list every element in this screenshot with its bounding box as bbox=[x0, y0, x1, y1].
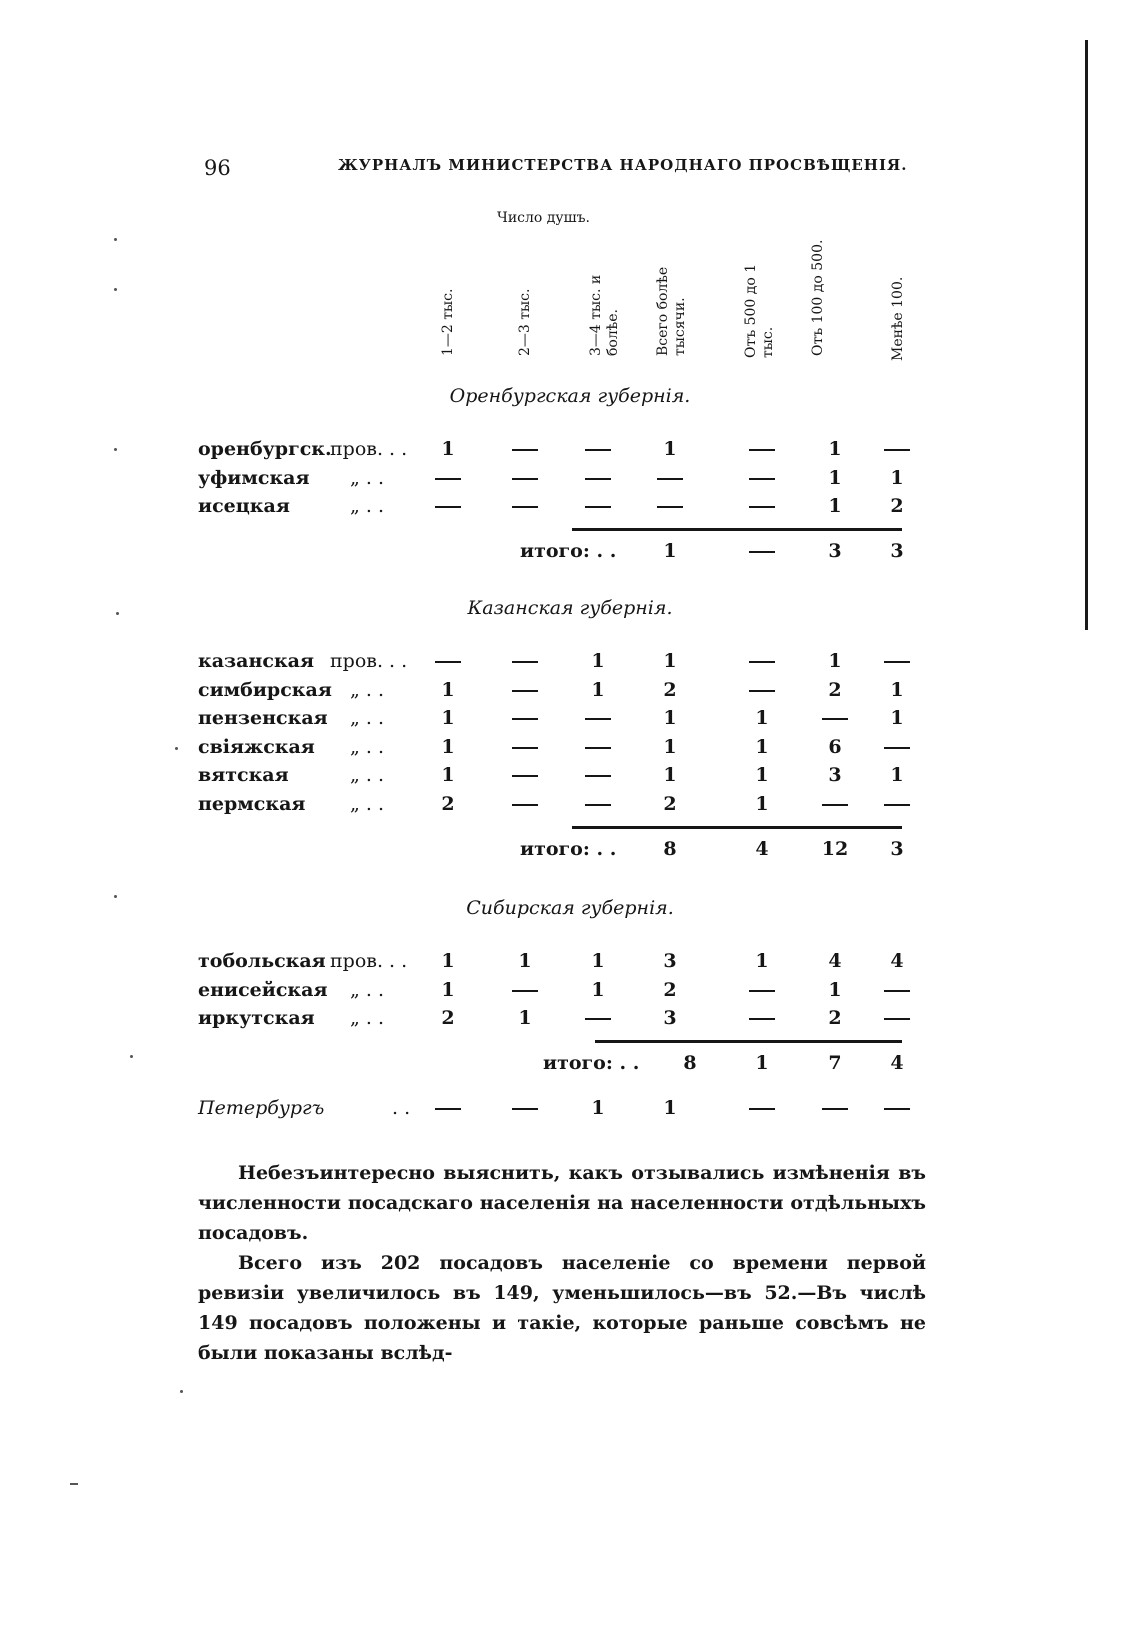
table-cell: 1 bbox=[591, 679, 605, 701]
table-cell: 3 bbox=[663, 1007, 677, 1029]
table-cell: 1 bbox=[828, 650, 842, 672]
body-text bbox=[198, 1158, 926, 1368]
row-prov: „ . . bbox=[350, 764, 385, 786]
table-cell bbox=[578, 764, 618, 786]
table-cell: 2 bbox=[663, 979, 677, 1001]
row-prov: „ . . bbox=[350, 793, 385, 815]
table-cell: 1 bbox=[441, 764, 455, 786]
dash-mark bbox=[822, 1108, 848, 1110]
table-cell bbox=[742, 1097, 782, 1119]
total-label: итого: . . bbox=[520, 838, 617, 860]
dash-mark bbox=[585, 804, 611, 806]
dash-mark bbox=[749, 506, 775, 508]
dash-mark bbox=[822, 718, 848, 720]
section-title: Оренбургская губернія. bbox=[449, 385, 691, 407]
dash-mark bbox=[585, 1018, 611, 1020]
dash-mark bbox=[657, 506, 683, 508]
row-prov: „ . . bbox=[350, 1007, 385, 1029]
row-label: оренбургск. bbox=[198, 438, 332, 460]
table-cell bbox=[578, 467, 618, 489]
table-cell: 1 bbox=[591, 650, 605, 672]
dash-mark bbox=[435, 1108, 461, 1110]
table-cell bbox=[578, 1007, 618, 1029]
dash-mark bbox=[749, 449, 775, 451]
dash-mark bbox=[512, 718, 538, 720]
table-cell bbox=[505, 438, 545, 460]
dash-mark bbox=[512, 775, 538, 777]
dash-mark bbox=[749, 1108, 775, 1110]
table-cell bbox=[428, 1097, 468, 1119]
table-cell: 1 bbox=[441, 736, 455, 758]
table-cell: 1 bbox=[663, 764, 677, 786]
table-cell: 2 bbox=[663, 793, 677, 815]
table-cell: 1 bbox=[518, 950, 532, 972]
table-cell bbox=[877, 650, 917, 672]
sum-rule bbox=[572, 826, 902, 829]
dash-mark bbox=[749, 551, 775, 553]
row-prov: „ . . bbox=[350, 979, 385, 1001]
table-cell: 2 bbox=[828, 679, 842, 701]
paragraph: Всего изъ 202 посадовъ населеніе со времени первой ревизіи увеличилось въ 149, уменьшилось—въ 52.—Въ числѣ 149 посадовъ положены и такіе, которые раньше совсѣмъ не были показаны вслѣд- bbox=[198, 1252, 926, 1364]
table-cell: 1 bbox=[755, 950, 769, 972]
table-cell: 1 bbox=[890, 679, 904, 701]
row-label: енисейская bbox=[198, 979, 328, 1001]
row-label: Петербургъ bbox=[198, 1097, 325, 1119]
sum-rule bbox=[595, 1040, 902, 1043]
scan-speck bbox=[114, 288, 117, 291]
row-label: свіяжская bbox=[198, 736, 315, 758]
scan-speck bbox=[114, 895, 117, 898]
table-cell bbox=[578, 495, 618, 517]
table-cell: 1 bbox=[441, 979, 455, 1001]
dash-mark bbox=[585, 478, 611, 480]
dash-mark bbox=[512, 506, 538, 508]
row-label: пермская bbox=[198, 793, 306, 815]
table-cell bbox=[428, 650, 468, 672]
page-edge-line bbox=[1085, 40, 1088, 630]
row-prov: . . bbox=[392, 1097, 411, 1119]
dash-mark bbox=[512, 747, 538, 749]
table-cell bbox=[877, 793, 917, 815]
scan-speck bbox=[180, 1390, 183, 1393]
table-cell: 1 bbox=[518, 1007, 532, 1029]
table-cell bbox=[505, 793, 545, 815]
table-cell: 1 bbox=[755, 764, 769, 786]
dash-mark bbox=[749, 661, 775, 663]
table-cell bbox=[505, 1097, 545, 1119]
table-cell bbox=[650, 495, 690, 517]
row-prov: „ . . bbox=[350, 679, 385, 701]
table-cell: 3 bbox=[663, 950, 677, 972]
table-cell: 4 bbox=[755, 838, 769, 860]
section-title: Сибирская губернія. bbox=[466, 897, 674, 919]
row-label: иркутская bbox=[198, 1007, 315, 1029]
row-prov: пров. . . bbox=[330, 650, 408, 672]
column-header: Отъ 500 до 1 тыс. bbox=[743, 263, 776, 358]
dash-mark bbox=[585, 718, 611, 720]
dash-mark bbox=[512, 1108, 538, 1110]
column-header: 3—4 тыс. и болѣе. bbox=[588, 274, 621, 356]
row-label: исецкая bbox=[198, 495, 290, 517]
table-cell bbox=[815, 793, 855, 815]
dash-mark bbox=[749, 1018, 775, 1020]
table-cell bbox=[742, 467, 782, 489]
table-cell: 12 bbox=[821, 838, 849, 860]
column-header: 2—3 тыс. bbox=[517, 288, 533, 356]
table-cell: 1 bbox=[663, 540, 677, 562]
dash-mark bbox=[749, 690, 775, 692]
table-cell: 1 bbox=[663, 1097, 677, 1119]
table-cell bbox=[815, 1097, 855, 1119]
table-cell: 1 bbox=[591, 950, 605, 972]
dash-mark bbox=[657, 478, 683, 480]
total-label: итого: . . bbox=[520, 540, 617, 562]
table-cell bbox=[742, 495, 782, 517]
dash-mark bbox=[884, 1108, 910, 1110]
table-cell bbox=[505, 495, 545, 517]
row-prov: пров. . . bbox=[330, 950, 408, 972]
scan-speck bbox=[114, 448, 117, 451]
table-cell bbox=[815, 707, 855, 729]
dash-mark bbox=[585, 747, 611, 749]
dash-mark bbox=[512, 449, 538, 451]
table-cell bbox=[505, 764, 545, 786]
dash-mark bbox=[512, 804, 538, 806]
table-cell: 3 bbox=[890, 540, 904, 562]
table-cell bbox=[505, 650, 545, 672]
table-cell: 1 bbox=[828, 495, 842, 517]
column-header: Менѣе 100. bbox=[890, 276, 906, 361]
table-cell: 1 bbox=[890, 707, 904, 729]
table-cell bbox=[505, 979, 545, 1001]
row-prov: „ . . bbox=[350, 467, 385, 489]
row-prov: пров. . . bbox=[330, 438, 408, 460]
dash-mark bbox=[435, 478, 461, 480]
scan-speck bbox=[116, 612, 119, 615]
total-label: итого: . . bbox=[543, 1052, 640, 1074]
table-cell: 1 bbox=[663, 736, 677, 758]
row-label: тобольская bbox=[198, 950, 326, 972]
table-cell: 2 bbox=[890, 495, 904, 517]
table-cell: 3 bbox=[890, 838, 904, 860]
table-cell: 1 bbox=[828, 438, 842, 460]
table-cell: 4 bbox=[890, 950, 904, 972]
table-cell bbox=[578, 736, 618, 758]
row-label: уфимская bbox=[198, 467, 310, 489]
dash-mark bbox=[822, 804, 848, 806]
scan-speck bbox=[175, 747, 178, 750]
table-cell bbox=[877, 979, 917, 1001]
table-cell bbox=[578, 793, 618, 815]
table-cell bbox=[650, 467, 690, 489]
dash-mark bbox=[512, 661, 538, 663]
dash-mark bbox=[749, 990, 775, 992]
table-cell bbox=[877, 1007, 917, 1029]
table-caption: Число душъ. bbox=[497, 210, 590, 226]
scan-speck bbox=[70, 1483, 78, 1485]
table-cell: 1 bbox=[890, 764, 904, 786]
table-cell bbox=[742, 1007, 782, 1029]
table-cell: 1 bbox=[591, 1097, 605, 1119]
dash-mark bbox=[585, 775, 611, 777]
table-cell bbox=[428, 495, 468, 517]
column-header: 1—2 тыс. bbox=[440, 288, 456, 356]
column-header: Всего болѣе тысячи. bbox=[655, 266, 688, 356]
table-cell bbox=[505, 679, 545, 701]
table-cell: 1 bbox=[755, 1052, 769, 1074]
table-cell: 4 bbox=[890, 1052, 904, 1074]
table-cell: 4 bbox=[828, 950, 842, 972]
table-cell: 1 bbox=[663, 650, 677, 672]
dash-mark bbox=[585, 449, 611, 451]
table-cell bbox=[505, 467, 545, 489]
paragraph: Небезъинтересно выяснить, какъ отзывались измѣненія въ численности посадскаго населенія на населенности отдѣльныхъ посадовъ. bbox=[198, 1162, 926, 1244]
table-cell bbox=[428, 467, 468, 489]
table-cell bbox=[877, 736, 917, 758]
table-cell: 6 bbox=[828, 736, 842, 758]
table-cell: 1 bbox=[755, 736, 769, 758]
table-cell bbox=[877, 438, 917, 460]
table-cell: 1 bbox=[441, 950, 455, 972]
row-prov: „ . . bbox=[350, 707, 385, 729]
table-cell: 3 bbox=[828, 540, 842, 562]
row-label: казанская bbox=[198, 650, 315, 672]
table-cell: 1 bbox=[441, 679, 455, 701]
table-cell: 2 bbox=[828, 1007, 842, 1029]
table-cell bbox=[742, 979, 782, 1001]
table-cell: 1 bbox=[663, 438, 677, 460]
table-cell bbox=[505, 736, 545, 758]
table-cell: 8 bbox=[663, 838, 677, 860]
dash-mark bbox=[512, 990, 538, 992]
row-prov: „ . . bbox=[350, 495, 385, 517]
row-label: пензенская bbox=[198, 707, 328, 729]
dash-mark bbox=[435, 661, 461, 663]
table-cell: 1 bbox=[441, 438, 455, 460]
row-label: вятская bbox=[198, 764, 289, 786]
dash-mark bbox=[512, 478, 538, 480]
dash-mark bbox=[884, 661, 910, 663]
dash-mark bbox=[884, 1018, 910, 1020]
table-cell bbox=[877, 1097, 917, 1119]
dash-mark bbox=[884, 747, 910, 749]
running-header: ЖУРНАЛЪ МИНИСТЕРСТВА НАРОДНАГО ПРОСВѢЩЕНІЯ. bbox=[338, 156, 908, 174]
table-cell: 1 bbox=[828, 979, 842, 1001]
dash-mark bbox=[884, 449, 910, 451]
table-cell: 2 bbox=[441, 793, 455, 815]
table-cell bbox=[578, 707, 618, 729]
scan-speck bbox=[130, 1055, 133, 1058]
section-title: Казанская губернія. bbox=[467, 597, 673, 619]
table-cell: 7 bbox=[828, 1052, 842, 1074]
dash-mark bbox=[749, 478, 775, 480]
scan-speck bbox=[114, 238, 117, 241]
table-cell: 2 bbox=[663, 679, 677, 701]
dash-mark bbox=[435, 506, 461, 508]
table-cell: 1 bbox=[890, 467, 904, 489]
table-cell: 1 bbox=[591, 979, 605, 1001]
table-cell: 2 bbox=[441, 1007, 455, 1029]
table-cell: 3 bbox=[828, 764, 842, 786]
table-cell bbox=[505, 707, 545, 729]
dash-mark bbox=[884, 990, 910, 992]
column-header: Отъ 100 до 500. bbox=[810, 239, 826, 356]
table-cell bbox=[578, 438, 618, 460]
dash-mark bbox=[585, 506, 611, 508]
table-cell bbox=[742, 438, 782, 460]
table-cell: 8 bbox=[683, 1052, 697, 1074]
table-cell bbox=[742, 679, 782, 701]
page-number: 96 bbox=[204, 156, 231, 180]
table-cell bbox=[742, 650, 782, 672]
table-cell: 1 bbox=[441, 707, 455, 729]
table-cell: 1 bbox=[755, 793, 769, 815]
table-cell: 1 bbox=[663, 707, 677, 729]
table-cell: 1 bbox=[755, 707, 769, 729]
dash-mark bbox=[884, 804, 910, 806]
table-cell: 1 bbox=[828, 467, 842, 489]
row-label: симбирская bbox=[198, 679, 332, 701]
table-cell bbox=[742, 540, 782, 562]
dash-mark bbox=[512, 690, 538, 692]
sum-rule bbox=[572, 528, 902, 531]
row-prov: „ . . bbox=[350, 736, 385, 758]
